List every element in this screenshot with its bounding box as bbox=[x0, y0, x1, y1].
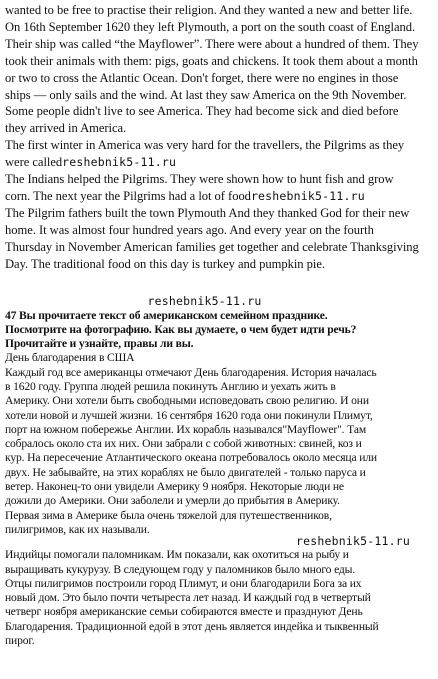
text-line: On 16th September 1620 they left Plymouth, a port on the south coast of England. bbox=[5, 19, 416, 34]
text-fragment: were called bbox=[5, 155, 63, 170]
text-line: Америку. Они хотели быть свободными исповедовать свою религию. И они bbox=[5, 394, 369, 408]
text-line: The first winter in America was very hard for the travellers, the Pilgrims as they bbox=[5, 138, 405, 153]
text-line: собралось около ста их них. Они забрали с собой животных: свиней, коз и bbox=[5, 437, 362, 451]
task-heading: Прочитайте и узнайте, правы ли вы. bbox=[5, 337, 194, 351]
task-heading: Посмотрите на фотографию. Как вы думаете, о чем будет идти речь? bbox=[5, 322, 357, 336]
text-line: в 1620 году. Группа людей решила покинуть Англию и уехать жить в bbox=[5, 379, 336, 393]
text-line: Some people didn't live to see America. They had become sick and died before bbox=[5, 104, 399, 119]
text-line: Благодарения. Традиционной едой в этот день является индейка и тыквенный bbox=[5, 619, 379, 633]
text-line: they arrived in America. bbox=[5, 121, 127, 136]
text-line: хотели новой и лучшей жизни. 16 сентября 1620 года они покинули Плимут, bbox=[5, 408, 373, 422]
translation-title: День благодарения в США bbox=[5, 351, 135, 365]
text-line: wanted to be free to practise their religion. And they wanted a new and better life. bbox=[5, 3, 413, 17]
text-line: ветер. Наконец-то они увидели Америку 9 ноября. Некоторые люди не bbox=[5, 480, 344, 494]
text-line: новый дом. Это было почти четыреста лет назад. И каждый год в четвертый bbox=[5, 591, 371, 605]
text-line: порт на южном побережье Англии. Их корабль назывался"Mayflower". Там bbox=[5, 422, 367, 436]
text-line: home. It was almost four hundred years ago. And every year on the fourth bbox=[5, 222, 374, 237]
task-heading: 47 Вы прочитаете текст об американском семейном празднике. bbox=[5, 308, 328, 322]
text-line: Первая зима в Америке была очень тяжелой для путешественников, bbox=[5, 508, 332, 522]
watermark: reshebnik5-11.ru bbox=[147, 293, 262, 308]
text-line: двух. Не забывайте, на этих кораблях не было двигателей - только паруса и bbox=[5, 465, 366, 479]
text-line: кур. На пересечение Атлантического океана потребовалось около месяца или bbox=[5, 451, 377, 465]
watermark: reshebnik5-11.ru bbox=[296, 534, 410, 549]
text-line: The Indians helped the Pilgrims. They were shown how to hunt fish and grow bbox=[5, 172, 394, 187]
text-line: дожили до Америки. Они заболели и умерли до прибытия в Америку. bbox=[5, 494, 340, 508]
text-line: выращивать кукурузу. В следующем году у паломников было много еды. bbox=[5, 562, 356, 576]
text-line: took their animals with them: pigs, goats and chickens. It took them about a month bbox=[5, 53, 418, 68]
text-line: or two to cross the Atlantic Ocean. Don't forget, there were no engines in those bbox=[5, 70, 399, 85]
text-line: пилигримов, как их называли. bbox=[5, 522, 150, 536]
text-line: Day. The traditional food on this day is turkey and pumpkin pie. bbox=[5, 256, 325, 271]
text-line bbox=[5, 154, 432, 171]
text-line: ships — only sails and the wind. At last they saw America on the 9th November. bbox=[5, 87, 407, 102]
text-line: Their ship was called “the Mayflower”. There were about a hundred of them. They bbox=[5, 36, 419, 51]
english-text bbox=[5, 2, 432, 273]
text-line: четверг ноября американские семьи собираются вместе и празднуют День bbox=[5, 605, 363, 619]
text-line bbox=[5, 188, 432, 205]
text-line: Отцы пилигримов построили город Плимут, и они благодарили Бога за их bbox=[5, 576, 362, 590]
text-line: пирог. bbox=[5, 634, 35, 648]
text-fragment: corn. The next year the Pilgrims had a lot of food bbox=[5, 188, 251, 203]
text-line: Thursday in November American families get together and celebrate Thanksgiving bbox=[5, 239, 419, 254]
watermark: reshebnik5-11.ru bbox=[62, 155, 177, 170]
russian-text bbox=[5, 309, 432, 649]
watermark: reshebnik5-11.ru bbox=[250, 188, 365, 203]
text-line: Индийцы помогали паломникам. Им показали, как охотиться на рыбу и bbox=[5, 548, 349, 562]
text-line: Каждый год все американцы отмечают День благодарения. История началась bbox=[5, 365, 377, 379]
text-line: The Pilgrim fathers built the town Plymouth And they thanked God for their new bbox=[5, 205, 410, 220]
